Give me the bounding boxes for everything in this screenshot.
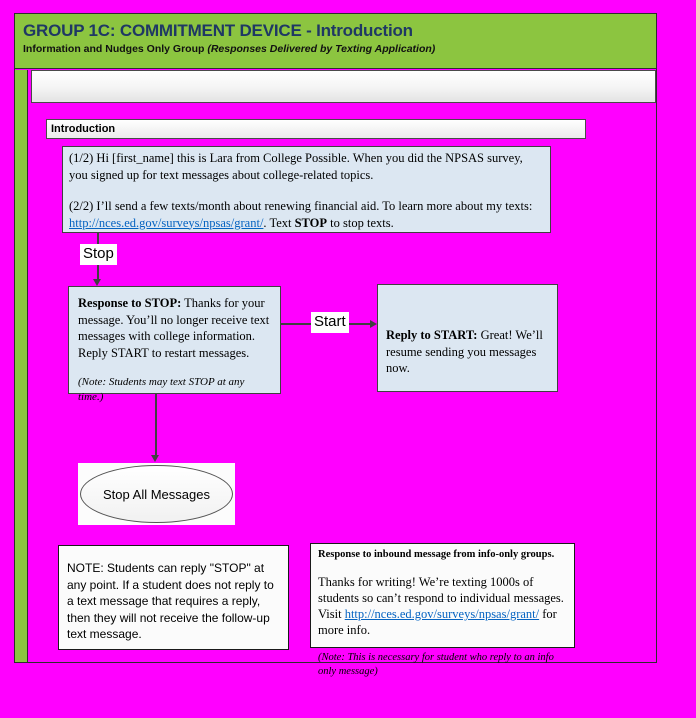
- note-box-text: NOTE: Students can reply "STOP" at any point. If a student does not reply to a text message that requires a reply, then they will not receive the follow-up text message.: [67, 561, 274, 642]
- intro-p2-text: (2/2) I’ll send a few texts/month about renewing financial aid. To learn more about my texts:: [69, 199, 533, 213]
- stop-all-messages-label: Stop All Messages: [103, 486, 210, 502]
- reply-to-start-heading: Reply to START:: [386, 328, 478, 342]
- arrowhead-down-stop: [93, 279, 101, 286]
- inbound-response-heading: Response to inbound message from info-only groups.: [318, 549, 555, 560]
- response-to-stop-box: [68, 286, 281, 403]
- npsas-grant-link[interactable]: http://nces.ed.gov/surveys/npsas/grant/: [69, 215, 264, 230]
- section-label-tab: [46, 119, 586, 139]
- response-to-stop-text: [78, 295, 271, 361]
- npsas-grant-link-2[interactable]: http://nces.ed.gov/surveys/npsas/grant/: [344, 607, 540, 622]
- reply-to-start-box: [377, 284, 558, 392]
- stop-flow-label: Stop: [80, 244, 117, 265]
- reply-to-start-body: Great! We’ll resume sending you messages now.: [386, 328, 543, 375]
- paragraph-gap: [318, 562, 567, 574]
- section-label: Introduction: [51, 123, 116, 135]
- intro-message-box: [62, 146, 551, 233]
- inbound-response-body: [318, 574, 567, 639]
- intro-message-part1: (1/2) Hi [first_name] this is Lara from College Possible. When you did the NPSAS survey, you signed up for text messages about college-related topics.: [69, 151, 523, 182]
- inbound-response-box: [310, 543, 575, 677]
- page-subtitle: [23, 43, 656, 55]
- arrowhead-down-stop-all: [151, 455, 159, 462]
- subtitle-delivery-text: (Responses Delivered by Texting Application): [207, 43, 436, 55]
- left-green-strip: [15, 70, 28, 662]
- response-to-stop-body: Thanks for your message. You’ll no longer receive text messages with college information. Reply START to restart messages.: [78, 296, 270, 360]
- response-to-stop-heading: Response to STOP:: [78, 296, 182, 310]
- response-to-stop-note: (Note: Students may text STOP at any time.): [78, 376, 245, 403]
- flow-line-stop-all: [155, 394, 157, 455]
- empty-toolbar-band: [31, 70, 656, 103]
- intro-p2-mid-text: . Text: [263, 215, 295, 230]
- inbound-body-text: Thanks for writing! We’re texting 1000s of students so can’t respond to individual messages. Visit: [318, 574, 564, 622]
- note-box: [58, 545, 289, 650]
- header-band: [15, 14, 656, 69]
- page-title: GROUP 1C: COMMITMENT DEVICE - Introduction: [23, 21, 413, 40]
- start-flow-label: Start: [311, 312, 349, 333]
- subtitle-group-text: Information and Nudges Only Group: [23, 43, 208, 55]
- stop-keyword: STOP: [294, 215, 328, 230]
- reply-to-start-text: [386, 327, 549, 377]
- paragraph-gap: [69, 183, 544, 198]
- arrowhead-right-start: [370, 320, 377, 328]
- intro-message-part2: [69, 198, 544, 231]
- stop-all-messages-shape: [80, 465, 233, 523]
- inbound-body-end-text: for more info.: [318, 607, 557, 638]
- inbound-response-note: (Note: This is necessary for student who reply to an info only message): [318, 651, 554, 677]
- intro-p2-end-text: to stop texts.: [327, 215, 394, 230]
